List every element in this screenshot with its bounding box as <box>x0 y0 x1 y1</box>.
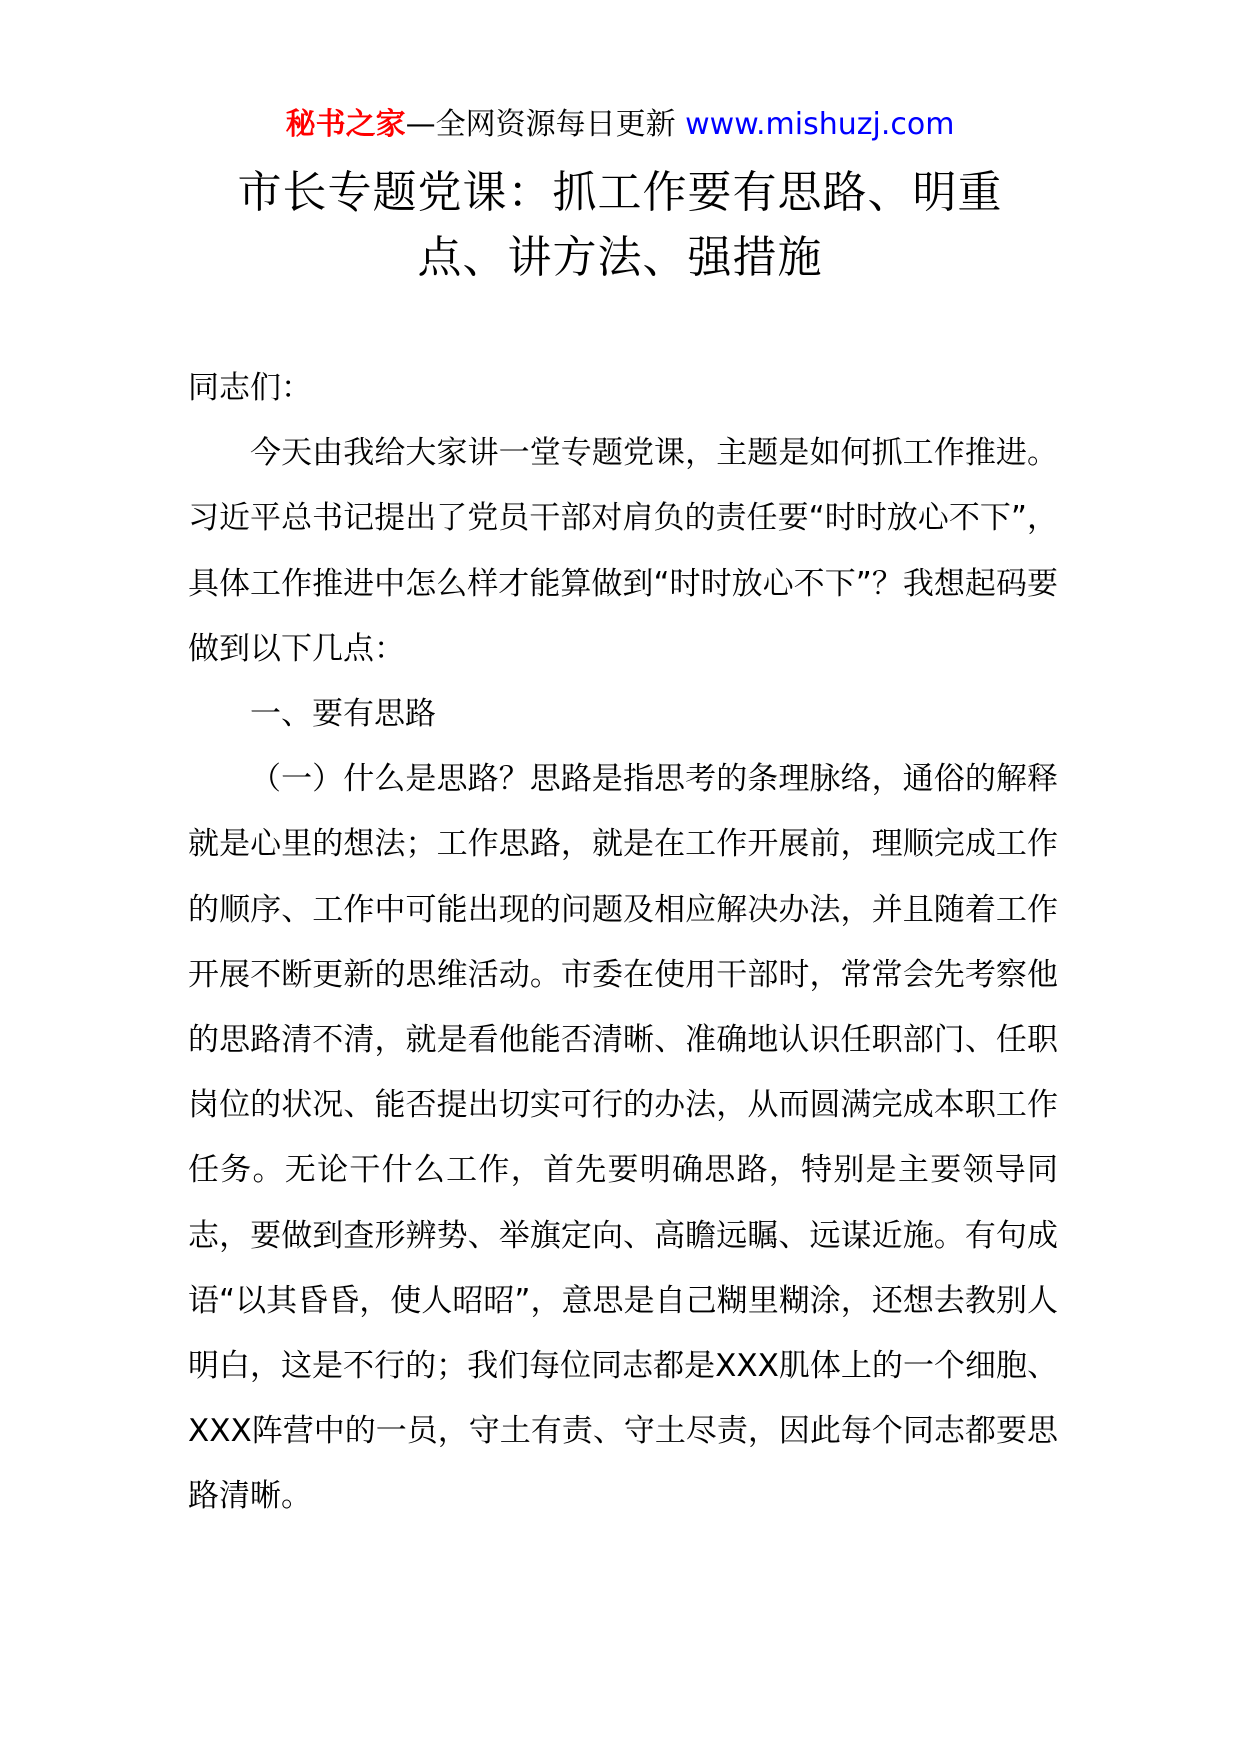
intro-paragraph: 今天由我给大家讲一堂专题党课，主题是如何抓工作推进。习近平总书记提出了党员干部对肩负的责任要“时时放心不下”，具体工作推进中怎么样才能算做到“时时放心不下”？我想起码要做到以下几点： <box>188 435 1058 667</box>
site-header <box>0 103 1240 147</box>
salutation: 同志们： <box>188 370 312 406</box>
document-title <box>180 160 1060 290</box>
section-paragraph: （一）什么是思路？思路是指思考的条理脉络，通俗的解释就是心里的想法；工作思路，就是在工作开展前，理顺完成工作的顺序、工作中可能出现的问题及相应解决办法，并且随着工作开展不断更新的思维活动。市委在使用干部时，常常会先考察他的思路清不清，就是看他能否清晰、准确地认识任职部门、任职岗位的状况、能否提出切实可行的办法，从而圆满完成本职工作任务。无论干什么工作，首先要明确思路，特别是主要领导同志，要做到查形辨势、举旗定向、高瞻远瞩、远谋近施。有句成语“以其昏昏，使人昭昭”，意思是自己糊里糊涂，还想去教别人明白，这是不行的；我们每位同志都是XXX肌体上的一个细胞、XXX阵营中的一员，守土有责、守土尽责，因此每个同志都要思路清晰。 <box>188 761 1058 1515</box>
document-title-line-2: 点、讲方法、强措施 <box>417 232 823 283</box>
site-url-link[interactable]: www.mishuzj.com <box>685 107 955 142</box>
site-brand: 秘书之家 <box>285 107 406 142</box>
document-title-line-1: 市长专题党课：抓工作要有思路、明重 <box>237 167 1003 218</box>
section-heading: 一、要有思路 <box>250 696 436 733</box>
document-body <box>188 356 1058 1530</box>
site-tagline: —全网资源每日更新 <box>405 107 686 142</box>
